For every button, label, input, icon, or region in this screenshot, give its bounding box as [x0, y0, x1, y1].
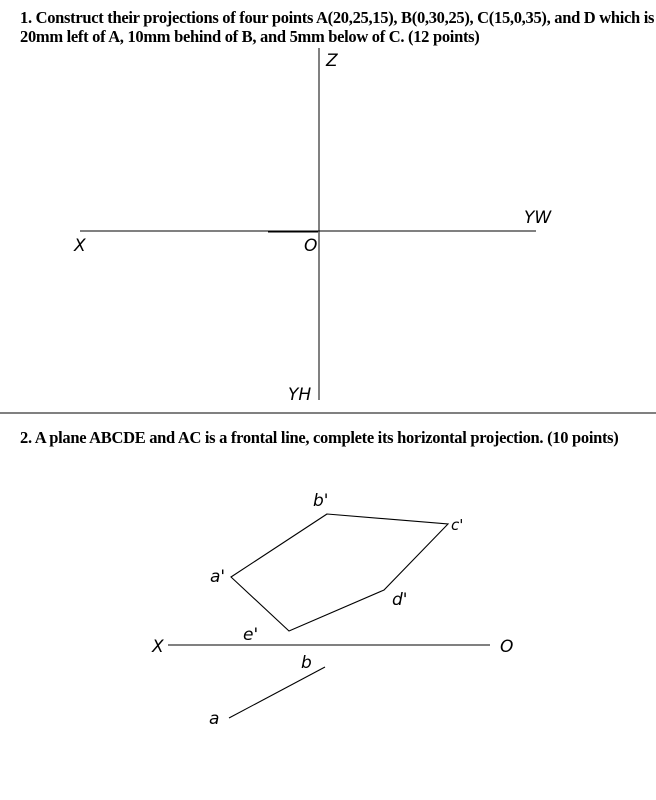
question-2-text: 2. A plane ABCDE and AC is a frontal line, complete its horizontal projection. (10 points)	[20, 428, 619, 447]
q1-label-x: X	[74, 236, 86, 256]
q2-label-a: a	[209, 709, 220, 729]
q2-label-c-prime: c'	[451, 516, 464, 534]
q1-label-z: Z	[326, 51, 338, 71]
q1-label-yw: YW	[524, 208, 552, 228]
q2-label-b: b	[301, 653, 312, 673]
q2-label-e-prime: e'	[243, 625, 259, 645]
q1-axes	[80, 48, 536, 400]
q2-drawing	[168, 514, 490, 718]
q2-ab-line	[229, 667, 325, 718]
q1-label-o: O	[304, 236, 318, 256]
q2-label-o: O	[500, 637, 514, 657]
q2-label-a-prime: a'	[210, 567, 226, 587]
q2-label-d-prime: d'	[392, 590, 408, 610]
q2-label-x: X	[152, 637, 164, 657]
q1-label-yh: YH	[288, 385, 312, 405]
question-1-text: 1. Construct their projections of four points A(20,25,15), B(0,30,25), C(15,0,35), and D which is 20mm left of A, 10mm behind of B, and 5mm below of C. (12 points)	[20, 8, 655, 46]
q2-label-b-prime: b'	[313, 491, 329, 511]
q2-frontal-polygon	[231, 514, 448, 631]
